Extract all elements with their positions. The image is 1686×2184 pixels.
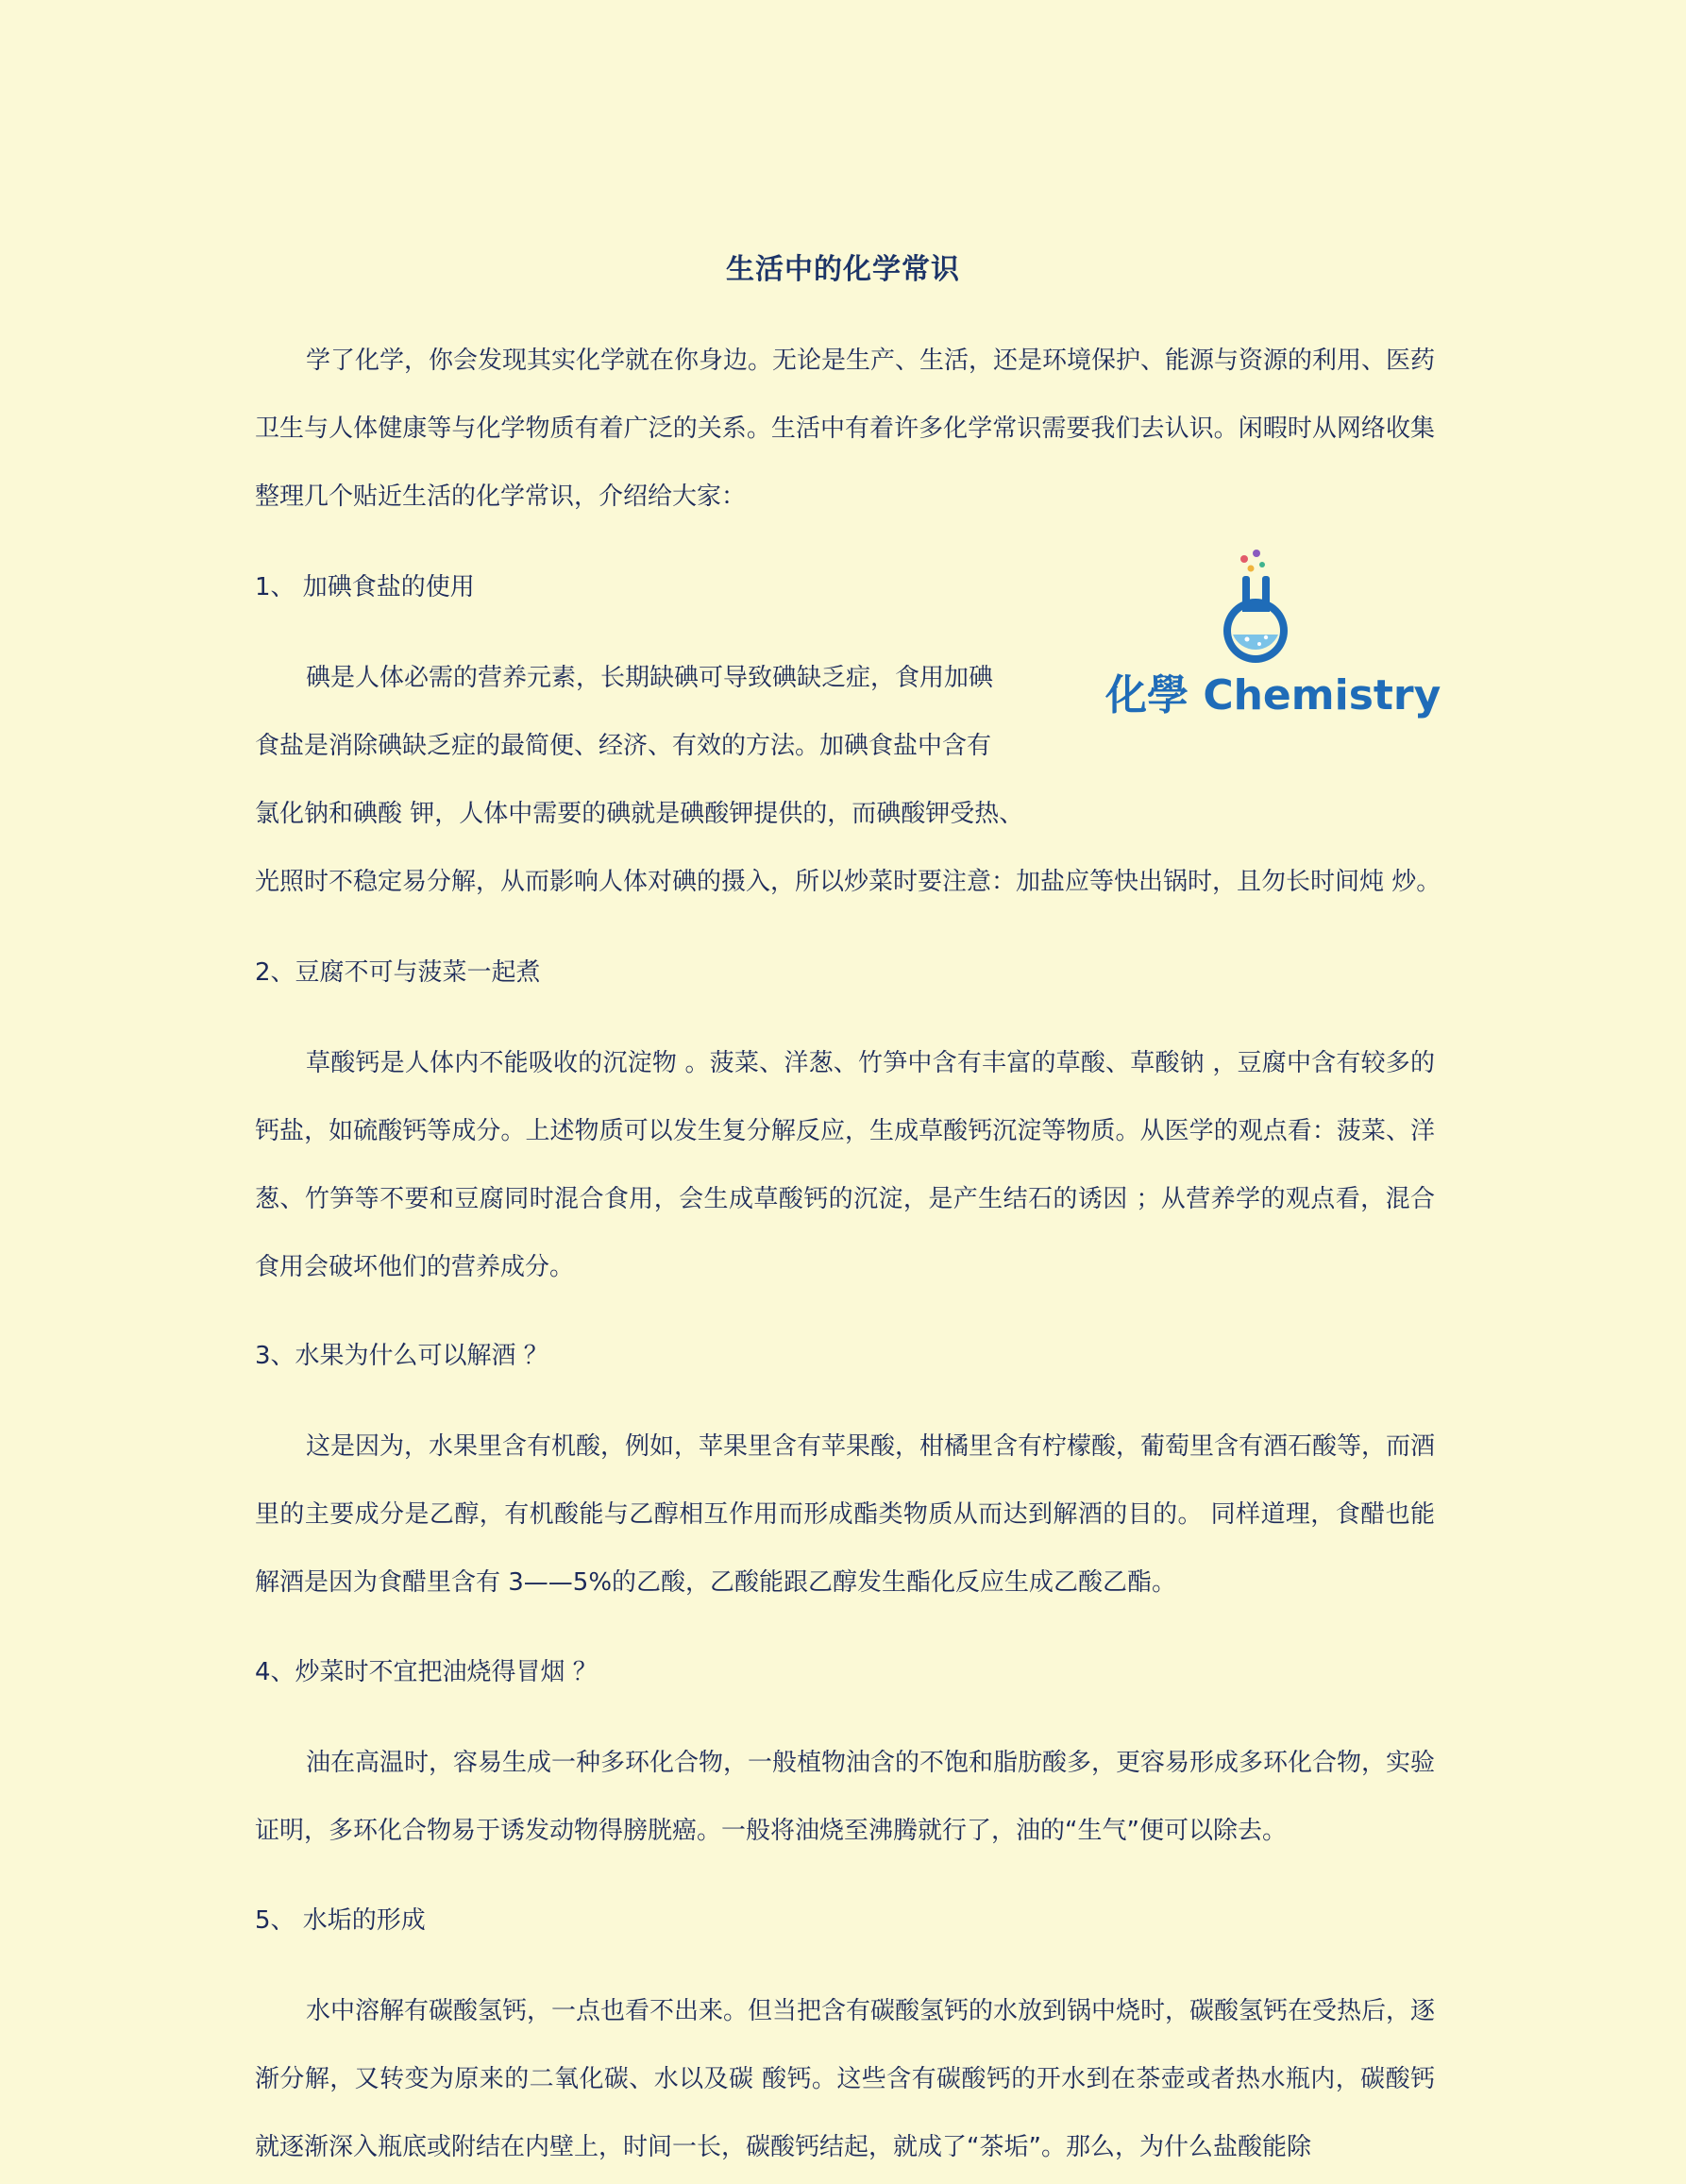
section-3-heading: 3、水果为什么可以解酒 ？ xyxy=(255,1342,548,1370)
section-1-line-3: 氯化钠和碘酸 钾，人体中需要的碘就是碘酸钾提供的，而碘酸钾受热、 xyxy=(255,800,1024,828)
intro-paragraph: 学了化学，你会发现其实化学就在你身边。无论是生产、生活，还是环境保护、能源与资源的利用、医药卫生与人体健康等与化学物质有着广泛的关系。生活中有着许多化学常识需要我们去认识。闲暇时从网络收集整理几个贴近生活的化学常识，介绍给大家： xyxy=(255,347,1436,511)
section-2-paragraph: 草酸钙是人体内不能吸收的沉淀物 。菠菜、洋葱、竹笋中含有丰富的草酸、草酸钠 ，豆腐中含有较多的钙盐，如硫酸钙等成分。上述物质可以发生复分解反应，生成草酸钙沉淀等物质。从医学的观点看：菠菜、洋葱、竹笋等不要和豆腐同时混合食用，会生成草酸钙的沉淀，是产生结石的诱因 ；从营养学的观点看，混合食用会破坏他们的营养成分。 xyxy=(255,1049,1435,1281)
chemistry-logo xyxy=(1098,544,1442,723)
section-3-paragraph: 这是因为，水果里含有机酸，例如，苹果里含有苹果酸，柑橘里含有柠檬酸，葡萄里含有酒石酸等，而酒里的主要成分是乙醇，有机酸能与乙醇相互作用而形成酯类物质从而达到解酒的目的。 同样道理，食醋也能解酒是因为食醋里含有 3——5%的乙酸，乙酸能跟乙醇发生酯化反应生成乙酸乙酯。 xyxy=(255,1432,1436,1597)
page-title: 生活中的化学常识 xyxy=(726,253,960,286)
section-1-line-4: 光照时不稳定易分解，从而影响人体对碘的摄入，所以炒菜时要注意：加盐应等快出锅时，且勿长时间炖 炒。 xyxy=(255,868,1442,896)
section-1-heading: 1、 加碘食盐的使用 xyxy=(255,573,475,601)
section-4-heading: 4、炒菜时不宜把油烧得冒烟 ？ xyxy=(255,1658,598,1686)
flask-icon xyxy=(1098,544,1409,667)
section-5-paragraph: 水中溶解有碳酸氢钙，一点也看不出来。但当把含有碳酸氢钙的水放到锅中烧时，碳酸氢钙在受热后，逐渐分解，又转变为原来的二氧化碳、水以及碳 酸钙。这些含有碳酸钙的开水到在茶壶或者热水瓶内，碳酸钙就逐渐深入瓶底或附结在内壁上，时间一长，碳酸钙结起，就成了“茶垢”。那么，为什么盐酸能除 xyxy=(255,1997,1436,2161)
section-4-paragraph: 油在高温时，容易生成一种多环化合物，一般植物油含的不饱和脂肪酸多，更容易形成多环化合物，实验证明，多环化合物易于诱发动物得膀胱癌。一般将油烧至沸腾就行了，油的“生气”便可以除去。 xyxy=(255,1749,1436,1845)
section-5-heading: 5、 水垢的形成 xyxy=(255,1906,426,1935)
section-2-heading: 2、豆腐不可与菠菜一起煮 xyxy=(255,958,541,987)
logo-text: 化學 Chemistry xyxy=(1105,671,1442,720)
section-1-line-1: 碘是人体必需的营养元素，长期缺碘可导致碘缺乏症，食用加碘 xyxy=(306,664,994,692)
section-1-line-2: 食盐是消除碘缺乏症的最简便、经济、有效的方法。加碘食盐中含有 xyxy=(255,732,992,760)
